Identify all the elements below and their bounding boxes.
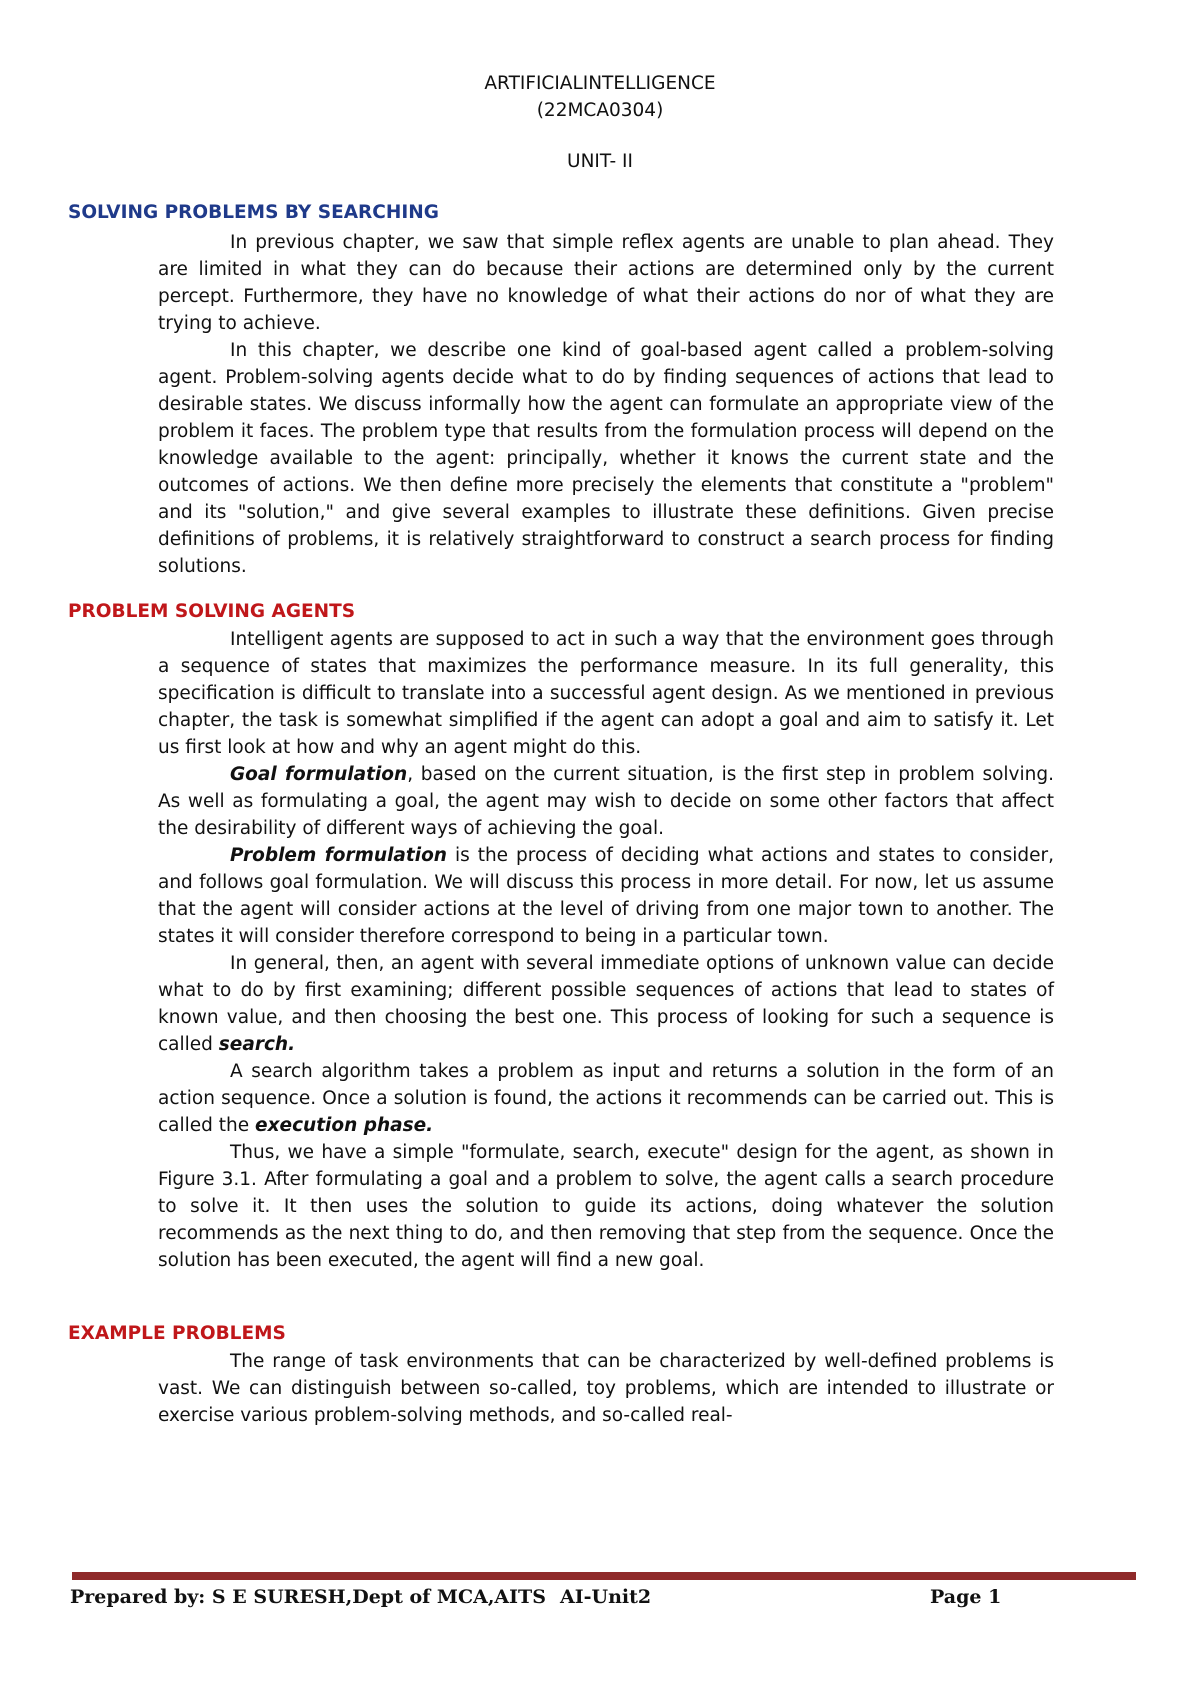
section-solving-body [158,229,1054,580]
paragraph [158,842,1054,950]
paragraph-text: is the process of deciding what actions and states to consider, and follows goal formulation. We will discuss this process in more detail. For now, let us assume that the agent will consider actions at the level of driving from one major town to another. The states it will consider therefore correspond to being in a particular town. [158,845,1054,947]
footer-doc-name: AI-Unit2 [560,1586,652,1608]
footer-author: Prepared by: S E SURESH,Dept of MCA,AITS [70,1586,546,1608]
paragraph: In this chapter, we describe one kind of goal-based agent called a problem-solving agent. Problem-solving agents decide what to do by finding sequences of actions that lead to desirable states. We discuss informally how the agent can formulate an appropriate view of the problem it faces. The problem type that results from the formulation process will depend on the knowledge available to the agent: principally, whether it knows the current state and the outcomes of actions. We then define more precisely the elements that constitute a "problem" and its "solution," and give several examples to illustrate these definitions. Given precise definitions of problems, it is relatively straightforward to construct a search process for finding solutions. [158,340,1054,577]
paragraph: Intelligent agents are supposed to act in such a way that the environment goes through a sequence of states that maximizes the performance measure. In its full generality, this specification is difficult to translate into a successful agent design. As we mentioned in previous chapter, the task is somewhat simplified if the agent can adopt a goal and aim to satisfy it. Let us first look at how and why an agent might do this. [158,629,1054,758]
paragraph-text: A search algorithm takes a problem as input and returns a solution in the form of an action sequence. Once a solution is found, the actions it recommends can be carried out. This is called the [158,1061,1054,1136]
paragraph: The range of task environments that can be characterized by well-defined problems is vast. We can distinguish between so-called, toy problems, which are intended to illustrate or exercise various problem-solving methods, and so-called real- [158,1351,1054,1426]
section-agents-body [158,626,1054,1274]
paragraph-text: , based on the current situation, is the first step in problem solving. As well as formulating a goal, the agent may wish to decide on some other factors that affect the desirability of different ways of achieving the goal. [158,764,1054,839]
section-heading-solving: SOLVING PROBLEMS BY SEARCHING [68,202,439,223]
paragraph [158,1058,1054,1139]
paragraph: In previous chapter, we saw that simple reflex agents are unable to plan ahead. They are limited in what they can do because their actions are determined only by the current percept. Furthermore, they have no knowledge of what their actions do nor of what they are trying to achieve. [158,232,1054,334]
section-heading-examples: EXAMPLE PROBLEMS [68,1323,286,1344]
course-title: ARTIFICIALINTELLIGENCE [484,73,716,94]
term-goal-formulation: Goal formulation [230,764,408,785]
paragraph [158,950,1054,1058]
term-execution-phase: execution phase. [255,1115,434,1136]
paragraph-text: In general, then, an agent with several immediate options of unknown value can decide what to do by first examining; different possible sequences of actions that lead to states of known value, and then choosing the best one. This process of looking for such a sequence is called [158,953,1054,1055]
paragraph: Thus, we have a simple "formulate, search, execute" design for the agent, as shown in Figure 3.1. After formulating a goal and a problem to solve, the agent calls a search procedure to solve it. It then uses the solution to guide its actions, doing whatever the solution recommends as the next thing to do, and then removing that step from the sequence. Once the solution has been executed, the agent will find a new goal. [158,1142,1054,1271]
section-heading-agents: PROBLEM SOLVING AGENTS [68,601,356,622]
course-code: (22MCA0304) [536,100,664,121]
term-problem-formulation: Problem formulation [230,845,447,866]
footer-page-number: Page 1 [930,1586,1002,1608]
footer-rule [72,1572,1136,1580]
term-search: search. [218,1034,296,1055]
title-block [0,70,1200,175]
unit-label: UNIT- II [567,151,633,172]
section-examples-body [158,1348,1054,1429]
paragraph [158,761,1054,842]
